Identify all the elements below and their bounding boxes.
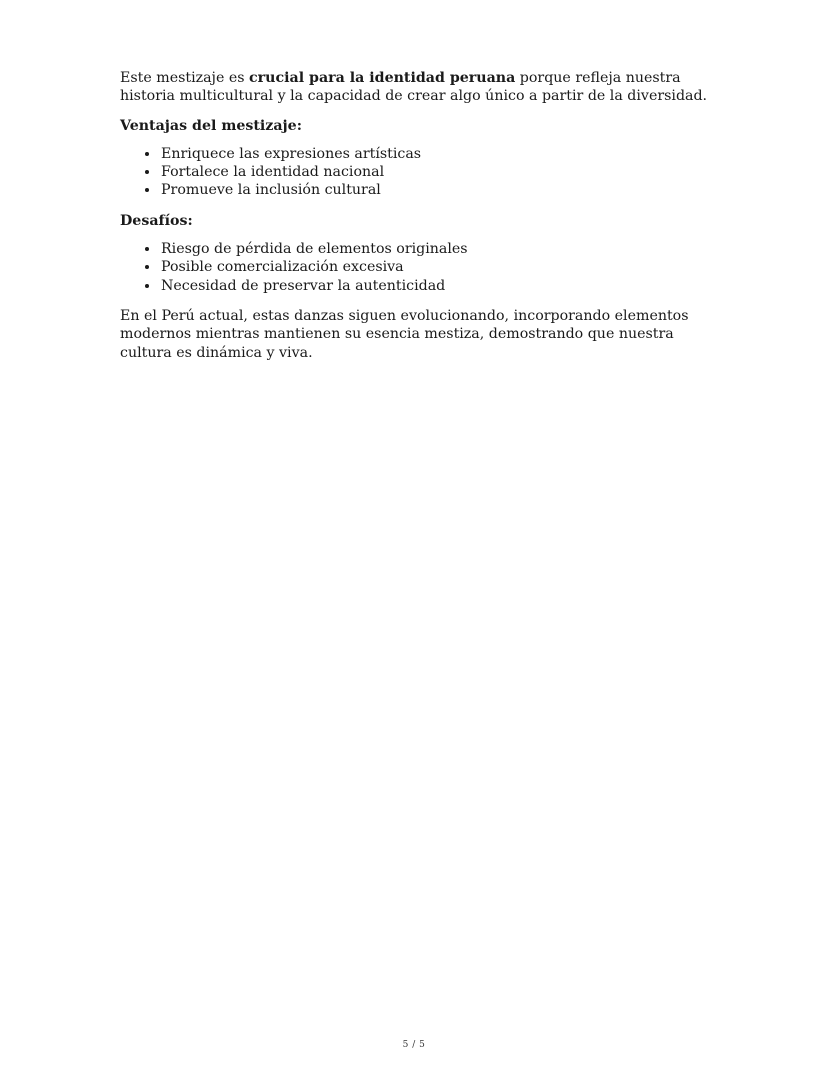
intro-text-before: Este mestizaje es	[120, 70, 250, 86]
advantages-list	[120, 145, 720, 200]
advantages-heading: Ventajas del mestizaje:	[120, 117, 302, 134]
challenges-list	[120, 240, 720, 295]
intro-paragraph	[120, 69, 720, 106]
intro-bold-text: crucial para la identidad peruana	[249, 70, 516, 86]
list-item: • Riesgo de pérdida de elementos originales	[160, 240, 720, 258]
conclusion-paragraph: En el Perú actual, estas danzas siguen evolucionando, incorporando elementos modernos mientras mantienen su esencia mestiza, demostrando que nuestra cultura es dinámica y viva.	[120, 307, 689, 361]
list-item: • Enriquece las expresiones artísticas	[160, 145, 720, 163]
list-item: • Posible comercialización excesiva	[160, 258, 720, 276]
page-number: 5 / 5	[402, 1040, 426, 1050]
challenges-heading: Desafíos:	[120, 212, 193, 229]
intro-text-after: porque refleja nuestra historia multicultural y la capacidad de crear algo único a partir de la diversidad.	[120, 70, 708, 105]
document-page	[120, 69, 720, 362]
list-item: • Promueve la inclusión cultural	[160, 181, 720, 199]
list-item: • Fortalece la identidad nacional	[160, 163, 720, 181]
list-item: • Necesidad de preservar la autenticidad	[160, 277, 720, 295]
